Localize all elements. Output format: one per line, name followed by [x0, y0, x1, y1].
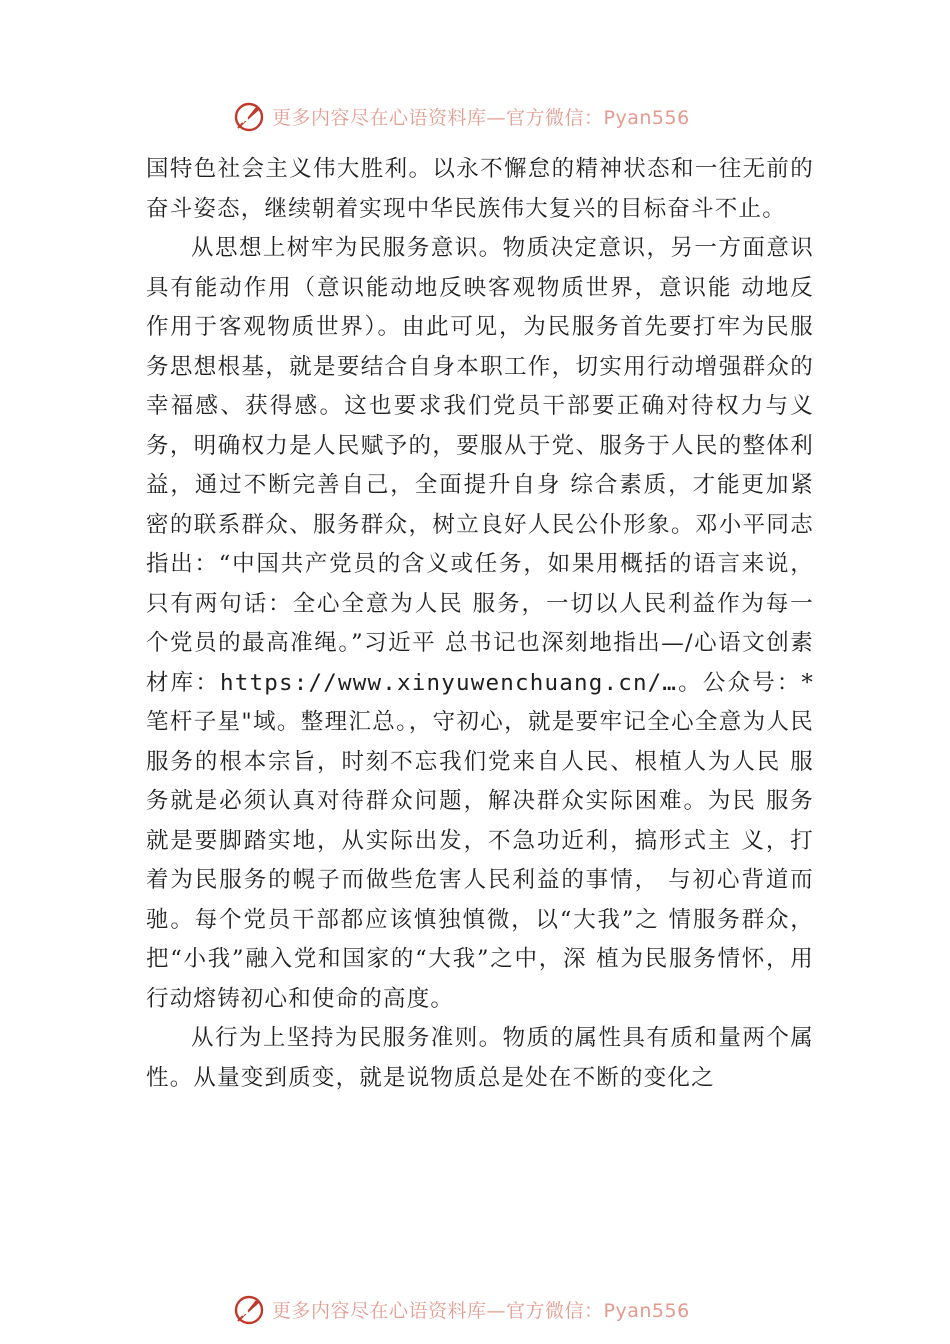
footer-wechat-account: Pyan556: [603, 1299, 690, 1322]
header-watermark-text: 更多内容尽在心语资料库—官方微信：Pyan556: [272, 106, 690, 129]
paragraph-3: 从行为上坚持为民服务准则。物质的属性具有质和量两个属性。从量变到质变，就是说物质总是处在不断的变化之: [146, 1025, 814, 1091]
header-wechat-account: Pyan556: [603, 106, 690, 129]
paragraph-2: [146, 229, 814, 1019]
footer-watermark: [232, 1289, 752, 1329]
paragraph-2-text: 从思想上树牢为民服务意识。物质决定意识，另一方面意识具有能动作用（意识能动地反映客观物质世界，意识能 动地反作用于客观物质世界）。由此可见，为民服务首先要打牢为民服务思想根基，就是要结合自身本职工作，切实用行动增强群众的幸福感、获得感。这也要求我们党员干部要正确对待权力与义务，明确权力是人民赋予的，要服从于党、服务于人民的整体利益，通过不断完善自己，全面提升自身 综合素质，才能更加紧密的联系群众、服务群众，树立良好人民公仆形象。邓小平同志指出：“中国共产党员的含义或任务，如果用概括的语言来说，只有两句话：全心全意为人民 服务，一切以人民利益作为每一个党员的最高准绳。”习近平 总书记也深刻地指出—/心语文创素材库：: [146, 235, 814, 696]
footer-watermark-text: 更多内容尽在心语资料库—官方微信：Pyan556: [272, 1299, 690, 1322]
header-watermark: [232, 96, 752, 136]
quill-pen-logo-icon: [232, 1292, 266, 1326]
paragraph-2-tail: 。公众号：*笔杆子星"域。整理汇总。，守初心，就是要牢记全心全意为人民 服务的根本宗旨，时刻不忘我们党来自人民、根植人为人民 服务就是必须认真对待群众问题，解决群众实际困难。为民 服务就是要脚踏实地，从实际出发，不急功近利，搞形式主 义，打着为民服务的幌子而做些危害人民利益的事情， 与初心背道而驰。每个党员干部都应该慎独慎微，以“大我”之 情服务群众，把“小我”融入党和国家的“大我”之中，深 植为民服务情怀，用行动熔铸初心和使命的高度。: [146, 669, 815, 1012]
document-body: [146, 150, 814, 1098]
quill-pen-logo-icon: [232, 99, 266, 133]
paragraph-1: 国特色社会主义伟大胜利。以永不懈怠的精神状态和一往无前的奋斗姿态，继续朝着实现中华民族伟大复兴的目标奋斗不止。: [146, 156, 814, 222]
source-url: https://www.xinyuwenchuang.cn/…: [220, 669, 678, 696]
